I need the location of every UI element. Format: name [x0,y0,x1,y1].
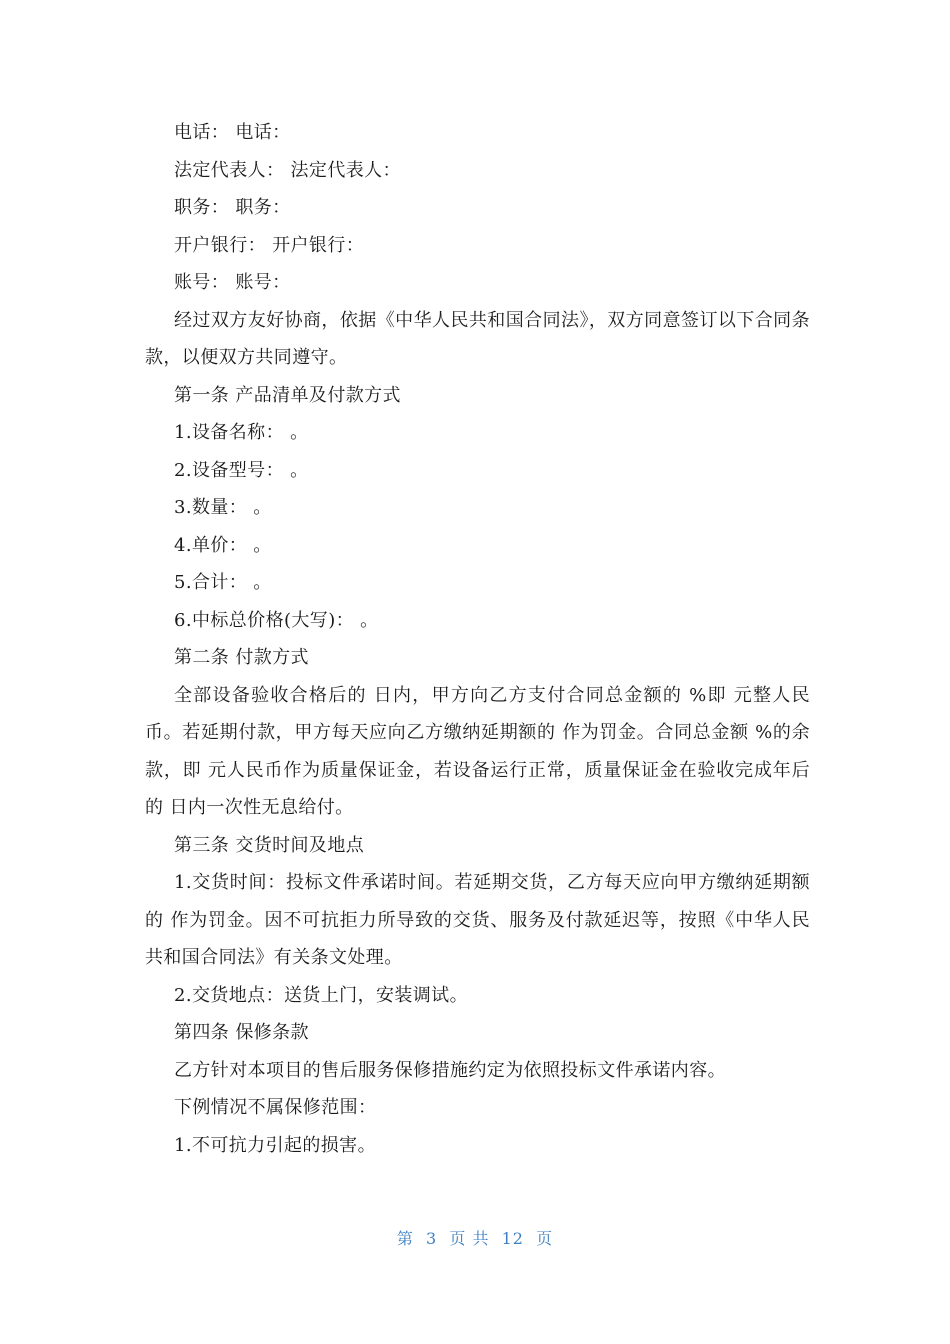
article-1-title: 第一条 产品清单及付款方式 [174,384,401,406]
page-footer [0,1226,950,1249]
article-4-exclusions-heading: 下例情况不属保修范围： [174,1097,377,1118]
article-3-title: 第三条 交货时间及地点 [174,834,365,856]
article-2-title: 第二条 付款方式 [174,647,309,668]
position-line: 职务： 职务： [174,197,291,218]
phone-line: 电话： 电话： [174,122,291,143]
article-4-title: 第四条 保修条款 [174,1022,309,1043]
article-4-body: 乙方针对本项目的售后服务保修措施约定为依照投标文件承诺内容。 [174,1059,726,1081]
account-line: 账号： 账号： [174,272,291,293]
page-number-label: 第 3 页 共 12 页 [396,1229,554,1248]
contract-body [145,114,810,1164]
article-4-item-1: 1.不可抗力引起的损害。 [174,1134,376,1156]
article-1-item-4: 4.单价： 。 [174,534,272,556]
legal-representative-line: 法定代表人： 法定代表人： [174,159,401,181]
article-1-item-2: 2.设备型号： 。 [174,459,309,481]
article-1-item-6: 6.中标总价格(大写)： 。 [174,609,379,631]
article-3-item-2: 2.交货地点：送货上门，安装调试。 [174,984,468,1006]
article-3-item-1: 1.交货时间：投标文件承诺时间。若延期交货，乙方每天应向甲方缴纳延期额的 作为罚金。因不可抗拒力所导致的交货、服务及付款延迟等，按照《中华人民共和国合同法》有关条文处理。 [145,872,810,968]
intro-paragraph: 经过双方友好协商，依据《中华人民共和国合同法》，双方同意签订以下合同条款，以便双方共同遵守。 [145,309,810,368]
article-2-body: 全部设备验收合格后的 日内，甲方向乙方支付合同总金额的 %即 元整人民币。若延期付款，甲方每天应向乙方缴纳延期额的 作为罚金。合同总金额 %的余款，即 元人民币作为质量保证金，若设备运行正常，质量保证金在验收完成年后的 日内一次性无息给付。 [145,684,810,818]
article-1-item-5: 5.合计： 。 [174,572,272,593]
bank-line: 开户银行： 开户银行： [174,234,365,256]
article-1-item-1: 1.设备名称： 。 [174,422,309,443]
article-1-item-3: 3.数量： 。 [174,497,272,518]
